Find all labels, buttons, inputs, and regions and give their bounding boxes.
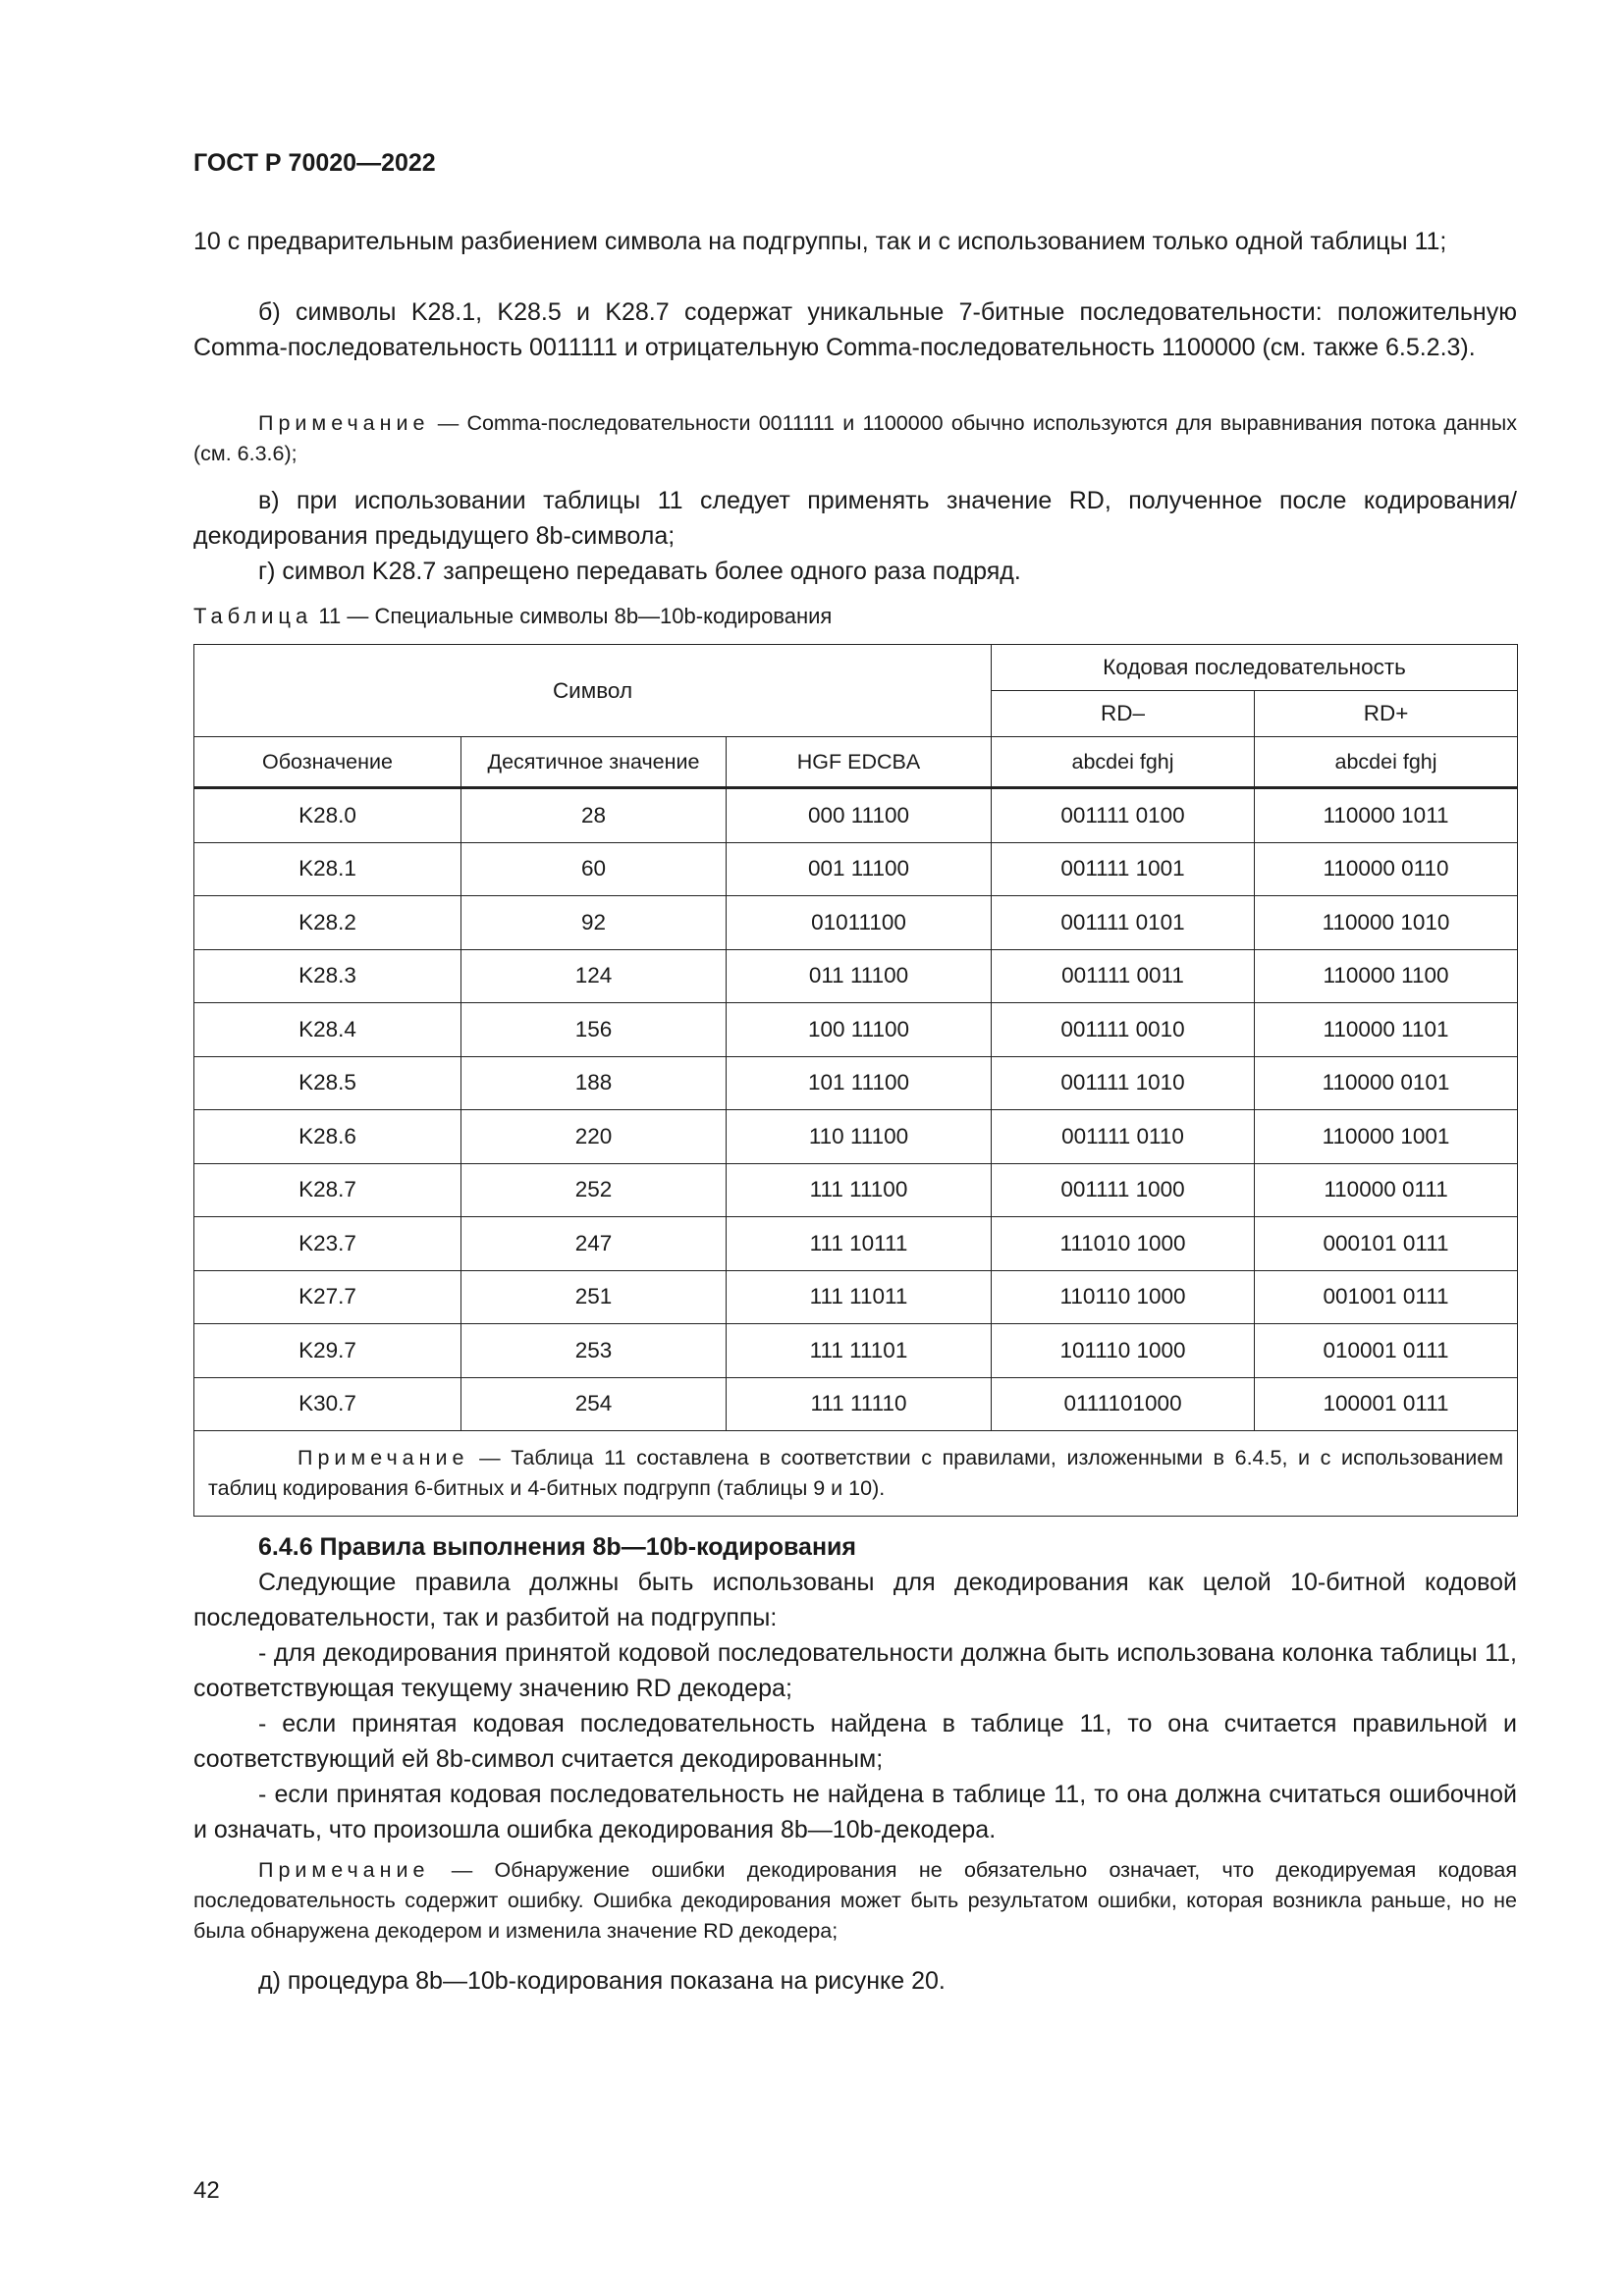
table-cell: 110000 0101 — [1255, 1056, 1518, 1110]
table-cell: 001111 0011 — [992, 949, 1255, 1003]
paragraph-continuation: 10 с предварительным разбиением символа на подгруппы, так и с использованием только одной таблицы 11; — [193, 228, 1447, 255]
table-cell: 253 — [461, 1324, 727, 1378]
table-cell: 156 — [461, 1003, 727, 1057]
table-caption — [193, 604, 832, 629]
table-row — [194, 1003, 1518, 1057]
table-cell: 124 — [461, 949, 727, 1003]
table-row — [194, 1324, 1518, 1378]
table-cell: 111 11110 — [727, 1377, 992, 1431]
table-note-text: — Таблица 11 составлена в соответствии с правилами, изложенными в 6.4.5, и с использованием таблиц кодирования 6-битных и 4-битных подгрупп (таблицы 9 и 10). — [208, 1446, 1504, 1500]
table-cell: K28.5 — [194, 1056, 461, 1110]
table-row — [194, 788, 1518, 843]
table-cell: 001 11100 — [727, 842, 992, 896]
table-cell: 188 — [461, 1056, 727, 1110]
special-symbols-table — [193, 644, 1518, 1517]
table-cell: 001111 0010 — [992, 1003, 1255, 1057]
bullet-item: - для декодирования принятой кодовой последовательности должна быть использована колонка таблицы 11, соответствующая текущему значению RD декодера; — [193, 1639, 1517, 1702]
table-cell: 001111 0110 — [992, 1110, 1255, 1164]
column-header: abcdei fghj — [992, 737, 1255, 788]
table-cell: K29.7 — [194, 1324, 461, 1378]
table-cell: 010001 0111 — [1255, 1324, 1518, 1378]
table-cell: 000 11100 — [727, 788, 992, 843]
table-row — [194, 896, 1518, 950]
table-cell: 60 — [461, 842, 727, 896]
table-cell: 110000 0111 — [1255, 1163, 1518, 1217]
section-heading: 6.4.6 Правила выполнения 8b—10b-кодирования — [258, 1533, 856, 1561]
note-comma — [193, 408, 1517, 469]
table-cell: K28.3 — [194, 949, 461, 1003]
table-row — [194, 1377, 1518, 1431]
table-note — [194, 1431, 1518, 1517]
header-rd-plus: RD+ — [1255, 691, 1518, 737]
paragraph-item-d: д) процедура 8b—10b-кодирования показана на рисунке 20. — [258, 1967, 946, 1995]
table-cell: 110 11100 — [727, 1110, 992, 1164]
table-cell: 111 10111 — [727, 1217, 992, 1271]
column-header: Десятичное значение — [461, 737, 727, 788]
table-row — [194, 1163, 1518, 1217]
table-row — [194, 1270, 1518, 1324]
bullet-item: - если принятая кодовая последовательность найдена в таблице 11, то она считается правильной и соответствующий ей 8b-символ считается декодированным; — [193, 1710, 1517, 1773]
table-cell: 110110 1000 — [992, 1270, 1255, 1324]
table-cell: K28.2 — [194, 896, 461, 950]
column-header: HGF EDCBA — [727, 737, 992, 788]
page-number: 42 — [193, 2177, 220, 2204]
table-row — [194, 842, 1518, 896]
table-cell: 110000 1010 — [1255, 896, 1518, 950]
table-cell: 101110 1000 — [992, 1324, 1255, 1378]
table-cell: K28.0 — [194, 788, 461, 843]
table-caption-label: Таблица — [193, 604, 313, 628]
table-cell: 92 — [461, 896, 727, 950]
table-cell: 001111 0101 — [992, 896, 1255, 950]
paragraph-item-g: г) символ K28.7 запрещено передавать более одного раза подряд. — [258, 558, 1021, 585]
table-cell: K28.7 — [194, 1163, 461, 1217]
table-cell: 110000 0110 — [1255, 842, 1518, 896]
column-header: Обозначение — [194, 737, 461, 788]
table-row — [194, 1110, 1518, 1164]
table-cell: K30.7 — [194, 1377, 461, 1431]
header-symbol-group: Символ — [194, 645, 992, 737]
column-header: abcdei fghj — [1255, 737, 1518, 788]
table-cell: 110000 1101 — [1255, 1003, 1518, 1057]
table-cell: 220 — [461, 1110, 727, 1164]
table-cell: 01011100 — [727, 896, 992, 950]
table-cell: 001111 1000 — [992, 1163, 1255, 1217]
table-cell: 001111 1001 — [992, 842, 1255, 896]
paragraph-item-v: в) при использовании таблицы 11 следует применять значение RD, полученное после кодирования/декодирования предыдущего 8b-символа; — [193, 487, 1517, 550]
table-cell: 101 11100 — [727, 1056, 992, 1110]
header-code-group: Кодовая последовательность — [992, 645, 1518, 691]
table-cell: 011 11100 — [727, 949, 992, 1003]
table-cell: 110000 1011 — [1255, 788, 1518, 843]
table-cell: 001001 0111 — [1255, 1270, 1518, 1324]
table-row — [194, 1217, 1518, 1271]
note-label: Примечание — [258, 1858, 430, 1882]
table-cell: 100001 0111 — [1255, 1377, 1518, 1431]
table-cell: K28.1 — [194, 842, 461, 896]
paragraph-item-b: б) символы K28.1, K28.5 и K28.7 содержат уникальные 7-битные последовательности: положительную Comma-последовательность 0011111 и отрицательную Comma-последовательность 1100000 (см. также 6.5.2.3). — [193, 298, 1517, 361]
note-label: Примечание — [258, 411, 430, 435]
note-text: — Comma-последовательности 0011111 и 1100000 обычно используются для выравнивания потока данных (см. 6.3.6); — [193, 411, 1517, 465]
table-caption-text: 11 — Специальные символы 8b—10b-кодирования — [312, 604, 833, 628]
table-cell: 110000 1001 — [1255, 1110, 1518, 1164]
table-note-label: Примечание — [298, 1446, 469, 1469]
document-header: ГОСТ Р 70020—2022 — [193, 149, 436, 177]
table-cell: 001111 0100 — [992, 788, 1255, 843]
table-cell: 111 11100 — [727, 1163, 992, 1217]
note-decoding-error — [193, 1855, 1517, 1947]
table-cell: 111010 1000 — [992, 1217, 1255, 1271]
table-cell: 000101 0111 — [1255, 1217, 1518, 1271]
table-cell: 252 — [461, 1163, 727, 1217]
table-cell: 254 — [461, 1377, 727, 1431]
table-cell: 247 — [461, 1217, 727, 1271]
table-cell: 111 11011 — [727, 1270, 992, 1324]
table-cell: K23.7 — [194, 1217, 461, 1271]
table-cell: 251 — [461, 1270, 727, 1324]
table-cell: 111 11101 — [727, 1324, 992, 1378]
table-row — [194, 1056, 1518, 1110]
paragraph-rules-intro: Следующие правила должны быть использованы для декодирования как целой 10-битной кодовой последовательности, так и разбитой на подгруппы: — [193, 1569, 1517, 1631]
table-cell: K28.6 — [194, 1110, 461, 1164]
note-text: — Обнаружение ошибки декодирования не обязательно означает, что декодируемая кодовая последовательность содержит ошибку. Ошибка декодирования может быть результатом ошибки, которая возникла раньше, но не была обнаружена декодером и изменила значение RD декодера; — [193, 1858, 1517, 1943]
table-cell: 0111101000 — [992, 1377, 1255, 1431]
table-cell: 100 11100 — [727, 1003, 992, 1057]
header-rd-minus: RD– — [992, 691, 1255, 737]
table-cell: K27.7 — [194, 1270, 461, 1324]
table-cell: K28.4 — [194, 1003, 461, 1057]
table-row — [194, 949, 1518, 1003]
table-cell: 001111 1010 — [992, 1056, 1255, 1110]
table-cell: 110000 1100 — [1255, 949, 1518, 1003]
table-cell: 28 — [461, 788, 727, 843]
bullet-item: - если принятая кодовая последовательность не найдена в таблице 11, то она должна считаться ошибочной и означать, что произошла ошибка декодирования 8b—10b-декодера. — [193, 1781, 1517, 1843]
